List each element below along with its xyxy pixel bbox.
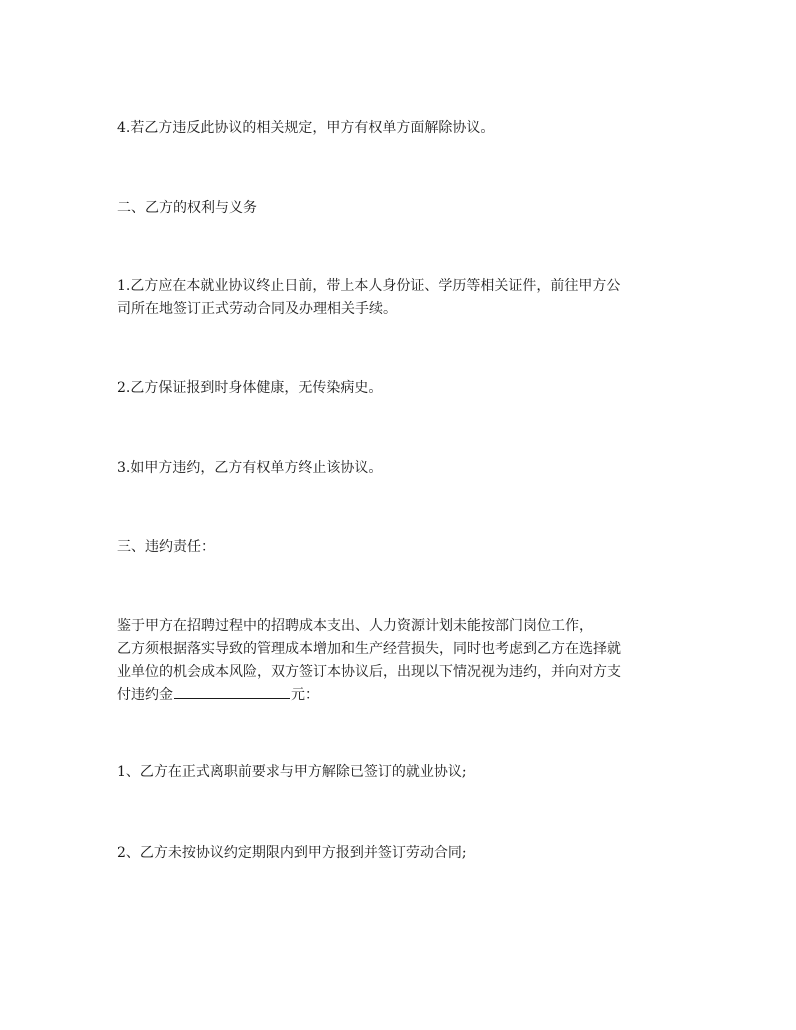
liability-line-2: 乙方须根据落实导致的管理成本增加和生产经营损失，同时也考虑到乙方在选择就: [117, 641, 621, 657]
clause-2-1-paragraph: [117, 275, 683, 321]
liability-line-1: 鉴于甲方在招聘过程中的招聘成本支出、人力资源计划未能按部门岗位工作，: [117, 618, 593, 634]
clause-2-3-paragraph: 3.如甲方违约，乙方有权单方终止该协议。: [117, 460, 383, 476]
clause-2-1-line-2: 司所在地签订正式劳动合同及办理相关手续。: [117, 301, 397, 317]
section-3-heading: 三、违约责任：: [117, 539, 215, 555]
clause-2-1-line-1: 1.乙方应在本就业协议终止日前，带上本人身份证、学历等相关证件，前往甲方公: [117, 278, 621, 294]
liability-line-3: 业单位的机会成本风险，双方签订本协议后，出现以下情况视为违约，并向对方支: [117, 664, 621, 680]
section-2-heading: 二、乙方的权利与义务: [117, 200, 257, 216]
clause-4-paragraph: 4.若乙方违反此协议的相关规定，甲方有权单方面解除协议。: [117, 120, 495, 136]
liability-paragraph: [117, 615, 683, 707]
penalty-label: 付违约金: [117, 687, 173, 703]
penalty-amount-blank: [174, 684, 290, 699]
breach-item-2: 2、乙方未按协议约定期限内到甲方报到并签订劳动合同;: [117, 845, 467, 861]
liability-line-4: [117, 684, 683, 707]
clause-2-2-paragraph: 2.乙方保证报到时身体健康，无传染病史。: [117, 380, 383, 396]
breach-item-1: 1、乙方在正式离职前要求与甲方解除已签订的就业协议;: [117, 764, 467, 780]
penalty-unit: 元：: [291, 687, 319, 703]
